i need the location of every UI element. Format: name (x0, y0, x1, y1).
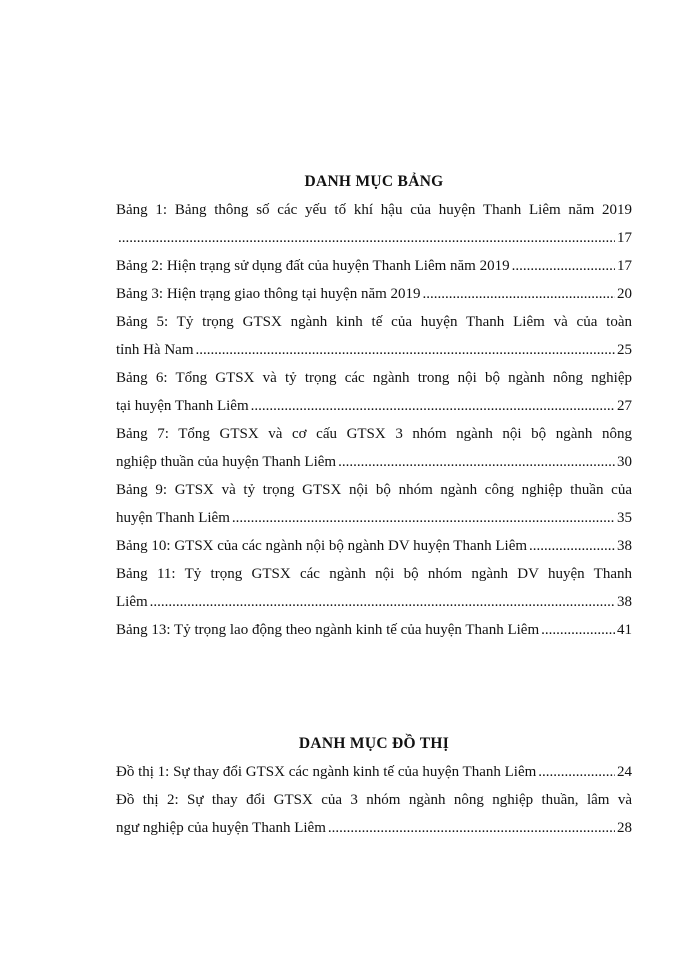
table-entry-3[interactable]: Bảng 3: Hiện trạng giao thông tại huyện năm 2019 ..... 20 (116, 280, 632, 308)
page-number: 28 (617, 820, 632, 836)
dot-leader (118, 224, 615, 252)
table-entry-6[interactable]: Bảng 6: Tổng GTSX và tỷ trọng các ngành trong nội bộ ngành nông nghiệp tại huyện Thanh Liêm ..... 27 (116, 364, 632, 420)
chart-entry-1[interactable]: Đồ thị 1: Sự thay đổi GTSX các ngành kinh tế của huyện Thanh Liêm ..... 24 (116, 758, 632, 786)
table-entry-9[interactable]: Bảng 9: GTSX và tỷ trọng GTSX nội bộ nhóm ngành công nghiệp thuần của huyện Thanh Liêm ..... 35 (116, 476, 632, 532)
table-entry-13[interactable]: Bảng 13: Tỷ trọng lao động theo ngành kinh tế của huyện Thanh Liêm ..... 41 (116, 616, 632, 644)
tables-list-title: DANH MỤC BẢNG (304, 173, 444, 190)
dot-leader (423, 280, 615, 308)
page-number: 38 (617, 594, 632, 610)
dot-leader (512, 252, 615, 280)
dot-leader (232, 504, 615, 532)
dot-leader (538, 758, 615, 786)
dot-leader (328, 814, 615, 842)
table-entry-10[interactable]: Bảng 10: GTSX của các ngành nội bộ ngành DV huyện Thanh Liêm ..... 38 (116, 532, 632, 560)
page-number: 27 (617, 398, 632, 414)
page-number: 24 (617, 764, 632, 780)
dot-leader (251, 392, 615, 420)
page-number: 41 (617, 622, 632, 638)
entry-leader-line (116, 224, 632, 252)
dot-leader (338, 448, 615, 476)
tables-list-section (116, 172, 632, 644)
page-number: 17 (617, 258, 632, 274)
charts-list-section (116, 734, 632, 842)
page-number: 38 (617, 538, 632, 554)
dot-leader (150, 588, 615, 616)
table-entry-11[interactable]: Bảng 11: Tỷ trọng GTSX các ngành nội bộ nhóm ngành DV huyện Thanh Liêm ..... 38 (116, 560, 632, 616)
dot-leader (541, 616, 615, 644)
entry-text-line: Bảng 1: Bảng thông số các yếu tố khí hậu của huyện Thanh Liêm năm 2019 (116, 202, 632, 218)
page-number: 25 (617, 342, 632, 358)
dot-leader (195, 336, 615, 364)
table-entry-2[interactable]: Bảng 2: Hiện trạng sử dụng đất của huyện Thanh Liêm năm 2019 ..... 17 (116, 252, 632, 280)
table-entry-7[interactable]: Bảng 7: Tổng GTSX và cơ cấu GTSX 3 nhóm ngành nội bộ ngành nông nghiệp thuần của huyện Thanh Liêm ..... 30 (116, 420, 632, 476)
table-entry-1[interactable] (116, 196, 632, 252)
page-number: 20 (617, 286, 632, 302)
page-number: 30 (617, 454, 632, 470)
charts-list-title: DANH MỤC ĐỒ THỊ (298, 735, 450, 752)
page-number: 35 (617, 510, 632, 526)
dot-leader (529, 532, 615, 560)
page-number: 17 (617, 230, 632, 246)
table-entry-5[interactable]: Bảng 5: Tỷ trọng GTSX ngành kinh tế của huyện Thanh Liêm và của toàn tỉnh Hà Nam ..... 25 (116, 308, 632, 364)
chart-entry-2[interactable]: Đồ thị 2: Sự thay đổi GTSX của 3 nhóm ngành nông nghiệp thuần, lâm và ngư nghiệp của huyện Thanh Liêm ..... 28 (116, 786, 632, 842)
